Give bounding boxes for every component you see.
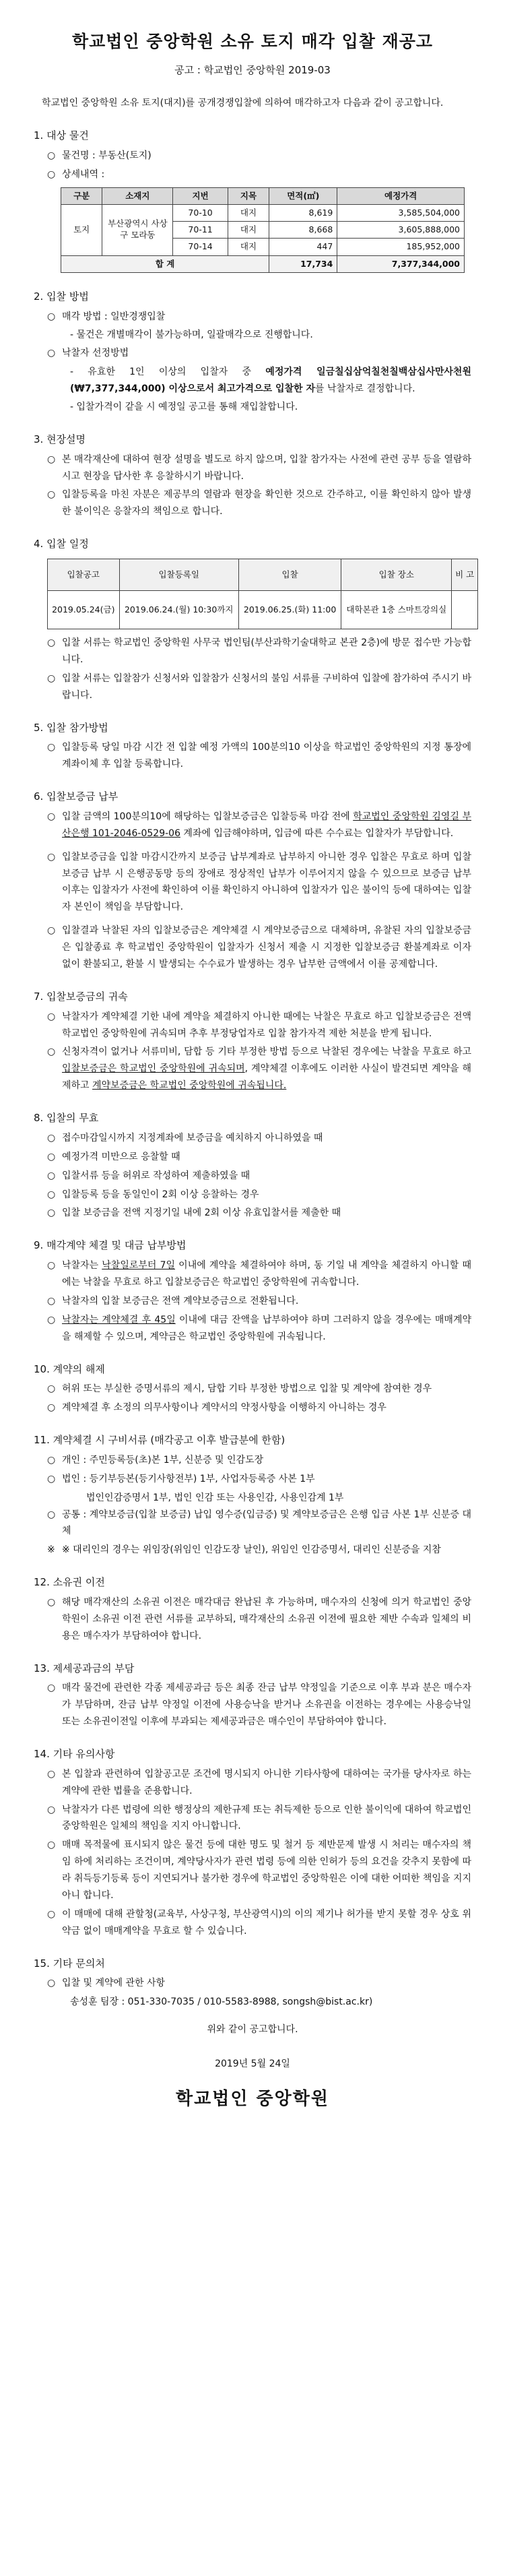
bullet-icon: ○ bbox=[47, 672, 56, 684]
organization-name: 학교법인 중앙학원 bbox=[176, 2089, 329, 2110]
schedule-table: 입찰공고 입찰등록일 입찰 입찰 장소 비 고 2019.05.24(금) 2019.06.24.(월) 10:30까지 2019.06.25.(화) 11:00 대학본관 1층 스마트강의실 bbox=[47, 559, 478, 629]
closing-line: 위와 같이 공고합니다. bbox=[207, 2024, 298, 2036]
bullet-icon: ○ bbox=[47, 1383, 56, 1395]
bullet-icon: ○ bbox=[47, 453, 56, 465]
section-documents: 11. 계약체결 시 구비서류 (매각공고 이후 발급분에 한함) ○ 개인 : 주민등록등(초)본 1부, 신분증 및 인감도장 ○ 법인 : 등기부등본(등기사항전부) 1부, 사업자등록증 사본 1부 법인인감증명서 1부, 법인 인감 또는 사용인감, 사용인감계 1부 ○ 공통 : 계약보증금(입찰 보증금) 납입 영수증(입금증) 및 계약보증금은 은행 입금 사본 1부 신분증 대체 ※ ※ 대리인의 경우는 위임장(위임인 인감도장 날인), 위임인 인감증명서, 대리인 신분증을 지참 bbox=[34, 1431, 471, 1559]
section-title: 12. 소유권 이전 bbox=[34, 1576, 105, 1589]
section-title: 5. 입찰 참가방법 bbox=[34, 721, 108, 734]
bullet-icon: ○ bbox=[47, 742, 56, 753]
property-table: 구분 소재지 지번 지목 면적(㎡) 예정가격 토지 부산광역시 사상구 모라동 70-10 대지 8,619 3,585,504,000 70-11 대지 8,668 3,605,888,000 70-14 대지 447 185,952,000 합 계 17,734 7,377,344,000 bbox=[61, 187, 465, 273]
section-ownership-transfer: 12. 소유권 이전 ○ 해당 매각재산의 소유권 이전은 매각대금 완납된 후 가능하며, 매수자의 신청에 의거 학교법인 중앙학원이 소유권 이전 관련 서류를 교부하되, 매각재산의 소유권 이전에 필요한 제반 수속과 일체의 비용은 매수자가 부담하여야 합니다. bbox=[34, 1573, 471, 1644]
bullet-icon: ○ bbox=[47, 1170, 56, 1181]
table-total-row: 합 계 17,734 7,377,344,000 bbox=[61, 255, 465, 272]
notice-date: 2019년 5월 24일 bbox=[215, 2059, 290, 2070]
bullet-icon: ○ bbox=[47, 851, 56, 862]
bullet-icon: ○ bbox=[47, 1768, 56, 1780]
bullet-icon: ○ bbox=[47, 348, 56, 359]
section-title: 6. 입찰보증금 납부 bbox=[34, 790, 119, 803]
section-contract: 9. 매각계약 체결 및 대금 납부방법 ○ 낙찰자는 낙찰일로부터 7일 이내에 계약을 체결하여야 하며, 동 기일 내 계약을 체결하지 아니할 때에는 낙찰을 무효로 하고 입찰보증금은 학교법인 중앙학원에 귀속합니다. ○ 낙찰자의 입찰 보증금은 전액 계약보증금으로 전환됩니다. ○ 낙찰자는 계약체결 후 45일 이내에 대금 잔액을 납부하여야 하며 그러하지 않을 경우에는 매매계약을 해제할 수 있으며, 계약금은 학교법인 중앙학원에 귀속됩니다. bbox=[34, 1236, 471, 1345]
bullet-icon: ○ bbox=[47, 1840, 56, 1851]
section-title: 4. 입찰 일정 bbox=[34, 538, 89, 551]
section-deposit-forfeit: 7. 입찰보증금의 귀속 ○ 낙찰자가 계약체결 기한 내에 계약을 체결하지 아니한 때에는 낙찰은 무효로 하고 입찰보증금은 전액 학교법인 중앙학원에 귀속되며 추후 부정당업자로 입찰 참가자격 제한 처분을 받게 됩니다. ○ 신청자격이 없거나 서류미비, 담합 등 기타 부정한 방법 등으로 낙찰된 경우에는 낙찰을 무효로 하고 입찰보증금은 학교법인 중앙학원에 귀속되며, 계약체결 이후에도 이러한 사실이 발견되면 계약을 해제하고 계약보증금은 학교법인 중앙학원에 귀속됩니다. bbox=[34, 988, 471, 1094]
bullet-icon: ○ bbox=[47, 489, 56, 501]
bullet-icon: ○ bbox=[47, 1596, 56, 1608]
section-title: 13. 제세공과금의 부담 bbox=[34, 1662, 135, 1674]
section-bid-method: 2. 입찰 방법 ○ 매각 방법 : 일반경쟁입찰 - 물건은 개별매각이 불가능하며, 일괄매각으로 진행합니다. ○ 낙찰자 선정방법 - 유효한 1인 이상의 입찰자 중 예정가격 일금칠십삼억칠천칠백삼십사만사천원(₩7,377,344,000) 이상으로서 최고가격으로 입찰한 자를 낙찰자로 결정합니다. - 입찰가격이 같을 시 예정일 공고를 통해 재입찰합니다. bbox=[34, 288, 471, 416]
bullet-icon: ○ bbox=[47, 1804, 56, 1815]
bullet-icon: ○ bbox=[47, 1978, 56, 1989]
section-title: 7. 입찰보증금의 귀속 bbox=[34, 990, 128, 1003]
bullet-icon: ○ bbox=[47, 1151, 56, 1162]
section-title: 10. 계약의 해제 bbox=[34, 1362, 105, 1375]
bullet-icon: ○ bbox=[47, 1295, 56, 1307]
section-taxes: 13. 제세공과금의 부담 ○ 매각 물건에 관련한 각종 제세공과금 등은 최종 잔금 납부 약정일을 기준으로 이후 부과 분은 매수자가 부담하며, 잔금 납부 약정일 이전에 사용승낙을 받거나 소유권을 이전하는 경우에는 사용승낙일 또는 소유권이전일 이후에 부과되는 제세공과금은 매수인이 부담하여야 합니다. bbox=[34, 1660, 471, 1730]
bullet-icon: ○ bbox=[47, 1011, 56, 1022]
bullet-icon: ○ bbox=[47, 150, 56, 161]
section-target: 1. 대상 물건 ○ 물건명 : 부동산(토지) ○ 상세내역 : 구분 소재지 지번 지목 면적(㎡) 예정가격 토지 부산광역시 사상구 모라동 70-10 대지 8,619 3,585,504,000 70-11 대지 8,668 3,605,888,000 70-14 대지 447 185,952,000 합 계 17,734 7,377,344,000 bbox=[34, 127, 471, 273]
section-site-explanation: 3. 현장설명 ○ 본 매각재산에 대하여 현장 설명을 별도로 하지 않으며, 입찰 참가자는 사전에 관련 공부 등을 열람하시고 현장을 답사한 후 응찰하시기 바랍니다. ○ 입찰등록을 마친 자분은 제공부의 열람과 현장을 확인한 것으로 간주하고, 이를 확인하지 않아 발생한 불이익은 응찰자의 책임으로 합니다. bbox=[34, 431, 471, 520]
bullet-icon: ○ bbox=[47, 1314, 56, 1325]
bullet-icon: ○ bbox=[47, 1132, 56, 1143]
section-title: 14. 기타 유의사항 bbox=[34, 1748, 115, 1761]
section-schedule: 4. 입찰 일정 입찰공고 입찰등록일 입찰 입찰 장소 비 고 2019.05.24(금) 2019.06.24.(월) 10:30까지 2019.06.25.(화) 11:00 대학본관 1층 스마트강의실 ○ 입찰 서류는 학교법인 중앙학원 사무국 법인팀(부산과학기술대학교 본관 2층)에 방문 접수만 가능합니다. ○ 입찰 서류는 입찰참가 신청서와 입찰참가 신청서의 불임 서류를 구비하여 입찰에 참가하여 주시기 바랍니다. bbox=[34, 535, 471, 703]
bullet-icon: ○ bbox=[47, 1189, 56, 1200]
bullet-icon: ○ bbox=[47, 1046, 56, 1058]
section-title: 11. 계약체결 시 구비서류 (매각공고 이후 발급분에 한함) bbox=[34, 1434, 285, 1447]
bullet-icon: ○ bbox=[47, 637, 56, 648]
bullet-icon: ○ bbox=[47, 311, 56, 322]
bullet-icon: ○ bbox=[47, 1260, 56, 1271]
note-icon: ※ bbox=[47, 1544, 55, 1556]
reserve-price: 예정가격 일금칠십삼억칠천칠백삼십사만사천원(₩7,377,344,000) 이상으로서 최고가격으로 입찰한 자 bbox=[70, 367, 471, 395]
bullet-icon: ○ bbox=[47, 1908, 56, 1920]
bullet-icon: ○ bbox=[47, 925, 56, 937]
section-notes: 14. 기타 유의사항 ○ 본 입찰과 관련하여 입찰공고문 조건에 명시되지 아니한 기타사항에 대하여는 국가를 당사자로 하는 계약에 관한 법률을 준용합니다. ○ 낙찰자가 다른 법령에 의한 행정상의 제한규제 또는 취득제한 등으로 인한 불이익에 대하여 학교법인 중앙학원은 일체의 책임을 지지 아니합니다. ○ 매매 목적물에 표시되지 않은 물건 등에 대한 명도 및 철거 등 제반문제 발생 시 처리는 매수자의 책임 하에 처리하는 조건이며, 계약당사자가 관련 법령 등에 의한 인허가 등의 요건을 갖추지 못함에 따라 취득등기등록 등이 지연되거나 불가한 경우에 학교법인 중앙학원은 이에 대한 어떠한 책임을 지지 아니 합니다. ○ 이 매매에 대해 관할청(교육부, 사상구청, 부산광역시)의 이의 제기나 허가를 받지 못할 경우 상호 위약금 없이 매매계약을 무효로 할 수 있습니다. bbox=[34, 1745, 471, 1940]
bullet-icon: ○ bbox=[47, 1454, 56, 1466]
bullet-icon: ○ bbox=[47, 1683, 56, 1694]
table-row: 70-14 대지 447 185,952,000 bbox=[61, 239, 465, 255]
section-contact: 15. 기타 문의처 ○ 입찰 및 계약에 관한 사항 송성훈 팀장 : 051-330-7035 / 010-5583-8988, songsh@bist.ac.kr) bbox=[34, 1955, 471, 2011]
bullet-icon: ○ bbox=[47, 168, 56, 180]
table-row: 토지 부산광역시 사상구 모라동 70-10 대지 8,619 3,585,504,000 bbox=[61, 204, 465, 221]
bullet-icon: ○ bbox=[47, 1509, 56, 1520]
bullet-icon: ○ bbox=[47, 1207, 56, 1219]
section-termination: 10. 계약의 해제 ○ 허위 또는 부실한 증명서류의 제시, 담합 기타 부정한 방법으로 입찰 및 계약에 참여한 경우 ○ 계약체결 후 소정의 의무사항이나 계약서의 약정사항을 이행하지 아니하는 경우 bbox=[34, 1360, 471, 1417]
bank-account: 학교법인 중앙학원 김영길 부산은행 101-2046-0529-06 bbox=[62, 811, 472, 839]
section-invalid-bid: 8. 입찰의 무효 ○ 접수마감일시까지 지정계좌에 보증금을 예치하지 아니하였을 때 ○ 예정가격 미만으로 응찰할 때 ○ 입찰서류 등을 허위로 작성하여 제출하였을 때 ○ 입찰등록 등을 동일인이 2회 이상 응찰하는 경우 ○ 입찰 보증금을 전액 지정기일 내에 2회 이상 유효입찰서를 제출한 때 bbox=[34, 1109, 471, 1222]
page-title: 학교법인 중앙학원 소유 토지 매각 입찰 재공고 bbox=[71, 32, 434, 51]
bullet-icon: ○ bbox=[47, 1402, 56, 1414]
bullet-icon: ○ bbox=[47, 1473, 56, 1484]
section-title: 9. 매각계약 체결 및 대금 납부방법 bbox=[34, 1239, 187, 1252]
section-participation: 5. 입찰 참가방법 ○ 입찰등록 당일 마감 시간 전 입찰 예정 가액의 100분의10 이상을 학교법인 중앙학원의 지정 통장에 계좌이체 후 입찰 등록합니다. bbox=[34, 719, 471, 774]
table-row: 70-11 대지 8,668 3,605,888,000 bbox=[61, 222, 465, 239]
section-title: 8. 입찰의 무효 bbox=[34, 1112, 99, 1125]
section-deposit: 6. 입찰보증금 납부 ○ 입찰 금액의 100분의10에 해당하는 입찰보증금은 입찰등록 마감 전에 학교법인 중앙학원 김영길 부산은행 101-2046-0529-06 계좌에 입금해야하며, 입금에 따른 수수료는 입찰자가 부담합니다. ○ 입찰보증금을 입찰 마감시간까지 보증금 납부계좌로 납부하지 아니한 경우 입찰은 무효로 하며 입찰보증금 납부 시 은행공동망 등의 장애로 정상적인 납부가 이루어지지 않을 수 있으므로 보증금 납부 이후는 입찰자가 사전에 확인하여 이를 확인하지 아니하여 입찰자가 입은 불이익 등에 대하여는 입찰자 본인이 책임을 부담합니다. ○ 입찰결과 낙찰된 자의 입찰보증금은 계약체결 시 계약보증금으로 대체하며, 유찰된 자의 입찰보증금은 입찰종료 후 학교법인 중앙학원이 입찰자가 신청서 제출 시 지정한 입찰보증금 환불계좌로 이자 없이 환불되고, 환불 시 발생되는 수수료가 발생하는 경우 납부한 금액에서 이를 공제합니다. bbox=[34, 788, 471, 973]
section-title: 1. 대상 물건 bbox=[34, 129, 89, 142]
contact-info: 송성훈 팀장 : 051-330-7035 / 010-5583-8988, songsh@bist.ac.kr) bbox=[70, 1997, 373, 2008]
intro-paragraph: 학교법인 중앙학원 소유 토지(대지)를 공개경쟁입찰에 의하여 매각하고자 다음과 같이 공고합니다. bbox=[42, 98, 444, 109]
section-title: 15. 기타 문의처 bbox=[34, 1957, 105, 1970]
table-row: 2019.05.24(금) 2019.06.24.(월) 10:30까지 2019.06.25.(화) 11:00 대학본관 1층 스마트강의실 bbox=[48, 590, 478, 629]
section-title: 3. 현장설명 bbox=[34, 433, 86, 445]
bullet-icon: ○ bbox=[47, 811, 56, 822]
notice-number: 공고 : 학교법인 중앙학원 2019-03 bbox=[174, 63, 331, 76]
section-title: 2. 입찰 방법 bbox=[34, 290, 89, 303]
